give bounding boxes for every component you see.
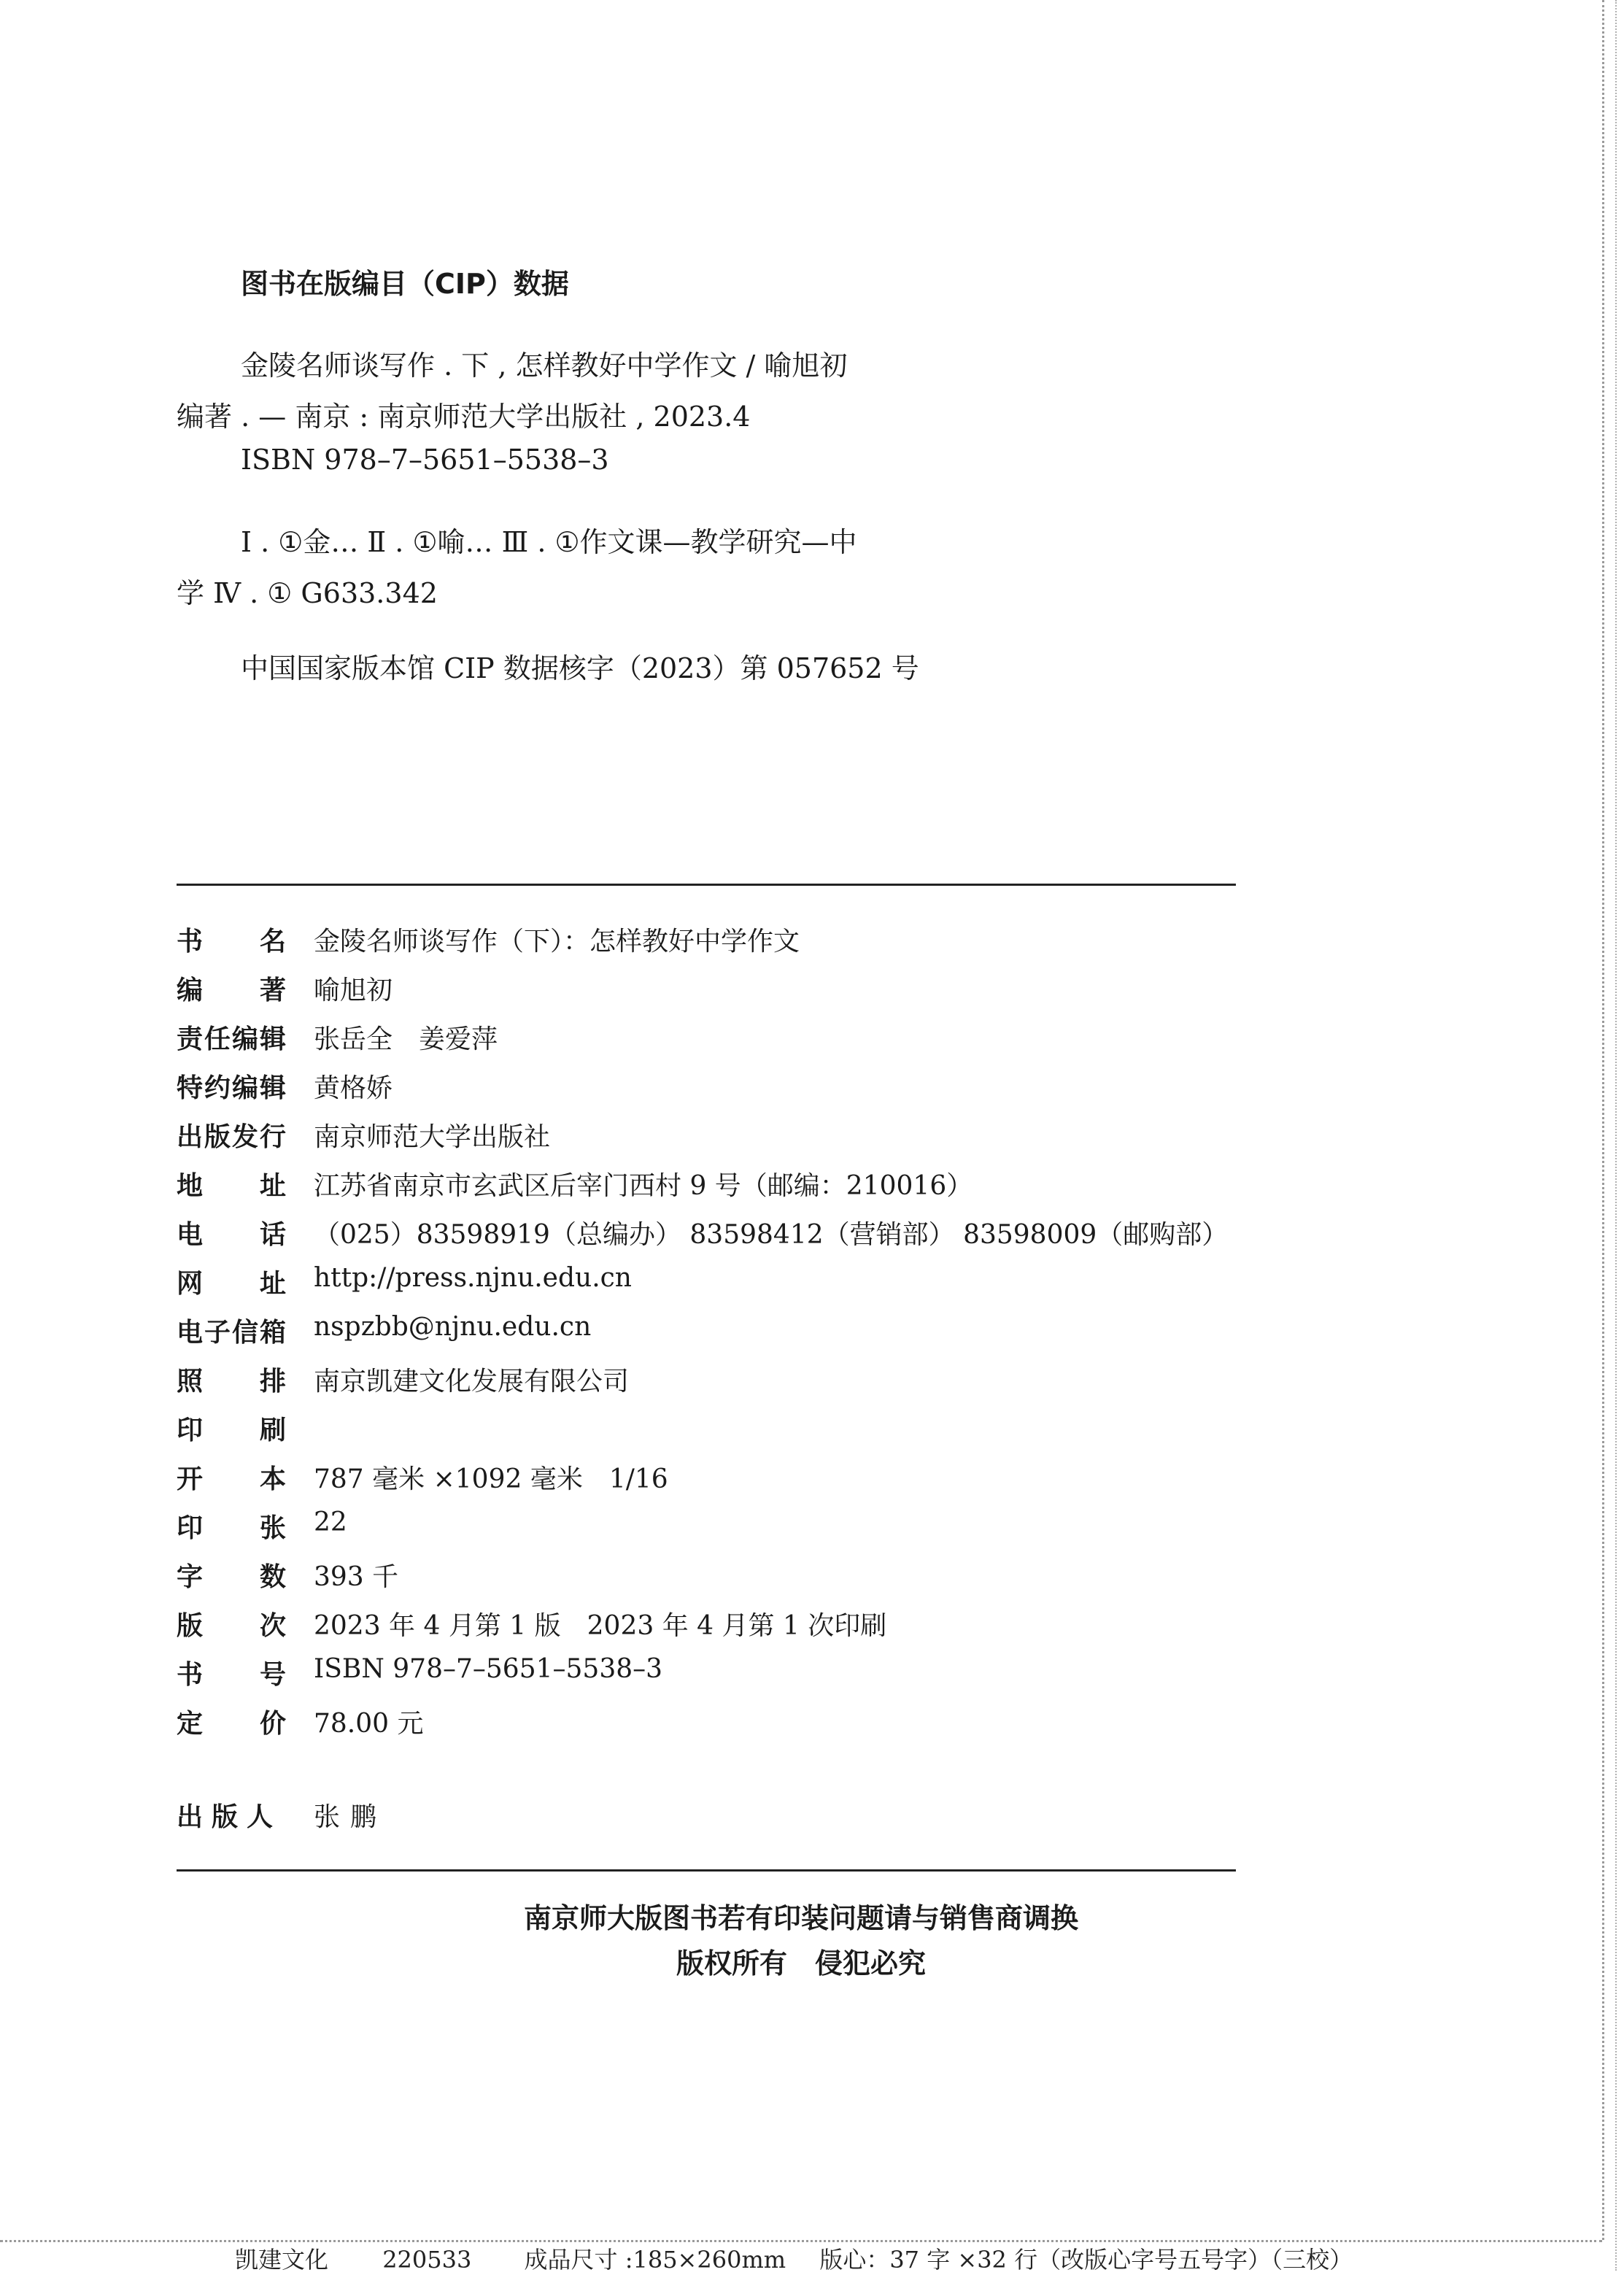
info-value: 江苏省南京市玄武区后宰门西村 9 号（邮编：210016）: [314, 1171, 973, 1201]
info-label: 开本: [177, 1464, 286, 1494]
info-label: 定价: [177, 1709, 286, 1739]
cip-isbn-line: ISBN 978–7–5651–5538–3: [241, 444, 609, 476]
info-label: 特约编辑: [177, 1073, 286, 1103]
info-label: 网址: [177, 1269, 286, 1299]
cip-author-line: 编著 . — 南京 : 南京师范大学出版社 , 2023.4: [177, 401, 751, 433]
info-label: 印张: [177, 1513, 286, 1543]
info-value: http://press.njnu.edu.cn: [314, 1263, 632, 1293]
publisher-label: 出版人: [177, 1802, 282, 1832]
info-label: 出版发行: [177, 1122, 286, 1152]
info-value: 南京师范大学出版社: [314, 1122, 551, 1152]
info-label: 电话: [177, 1220, 286, 1250]
footer-trim-size: 成品尺寸 :185×260mm: [524, 2246, 786, 2274]
footer-type-area: 版心：37 字 ×32 行（改版心字号五号字）（三校）: [819, 2246, 1353, 2274]
info-label: 字数: [177, 1562, 286, 1592]
copyright-notice: 版权所有 侵犯必究: [676, 1947, 926, 1979]
info-label: 地址: [177, 1171, 286, 1201]
info-value: nspzbb@njnu.edu.cn: [314, 1312, 592, 1342]
cip-classification-line-2: 学 Ⅳ . ① G633.342: [177, 577, 438, 609]
info-value: 78.00 元: [314, 1709, 424, 1739]
bottom-divider: [177, 1869, 1236, 1872]
info-value: 393 千: [314, 1562, 399, 1592]
info-label: 书号: [177, 1660, 286, 1690]
cip-classification-line: Ⅰ . ①金… Ⅱ . ①喻… Ⅲ . ①作文课—教学研究—中: [241, 526, 857, 558]
info-value: （025）83598919（总编办） 83598412（营销部） 83598009（邮购部）: [314, 1220, 1229, 1250]
footer-code: 220533: [382, 2246, 472, 2274]
replacement-notice: 南京师大版图书若有印装问题请与销售商调换: [523, 1902, 1078, 1934]
info-value: 南京凯建文化发展有限公司: [314, 1367, 630, 1397]
info-label: 编著: [177, 976, 286, 1005]
info-value: 2023 年 4 月第 1 版 2023 年 4 月第 1 次印刷: [314, 1611, 887, 1641]
info-value: 22: [314, 1507, 347, 1537]
info-value: 787 毫米 ×1092 毫米 1/16: [314, 1464, 668, 1494]
info-label: 书名: [177, 927, 286, 957]
info-label: 版次: [177, 1611, 286, 1641]
info-label: 电子信箱: [177, 1318, 286, 1348]
info-value: 张岳全 姜爱萍: [314, 1024, 498, 1054]
info-value: ISBN 978–7–5651–5538–3: [314, 1654, 663, 1684]
cip-heading: 图书在版编目（CIP）数据: [241, 268, 569, 300]
info-value: 金陵名师谈写作（下）：怎样教好中学作文: [314, 927, 800, 957]
cip-number: 中国国家版本馆 CIP 数据核字（2023）第 057652 号: [241, 652, 919, 684]
info-value: 喻旭初: [314, 976, 393, 1005]
print-footer: [235, 2241, 1353, 2275]
page-border-right-outer: [1615, 0, 1617, 2271]
info-label: 印刷: [177, 1415, 286, 1445]
page-border-right: [1602, 0, 1604, 2240]
publisher-name: 张鹏: [314, 1802, 387, 1832]
top-divider: [177, 884, 1236, 886]
info-label: 责任编辑: [177, 1024, 286, 1054]
info-value: 黄格娇: [314, 1073, 393, 1103]
info-label: 照排: [177, 1367, 286, 1397]
cip-title-line: 金陵名师谈写作 . 下 , 怎样教好中学作文 / 喻旭初: [241, 349, 848, 382]
footer-company: 凯建文化: [235, 2246, 329, 2274]
